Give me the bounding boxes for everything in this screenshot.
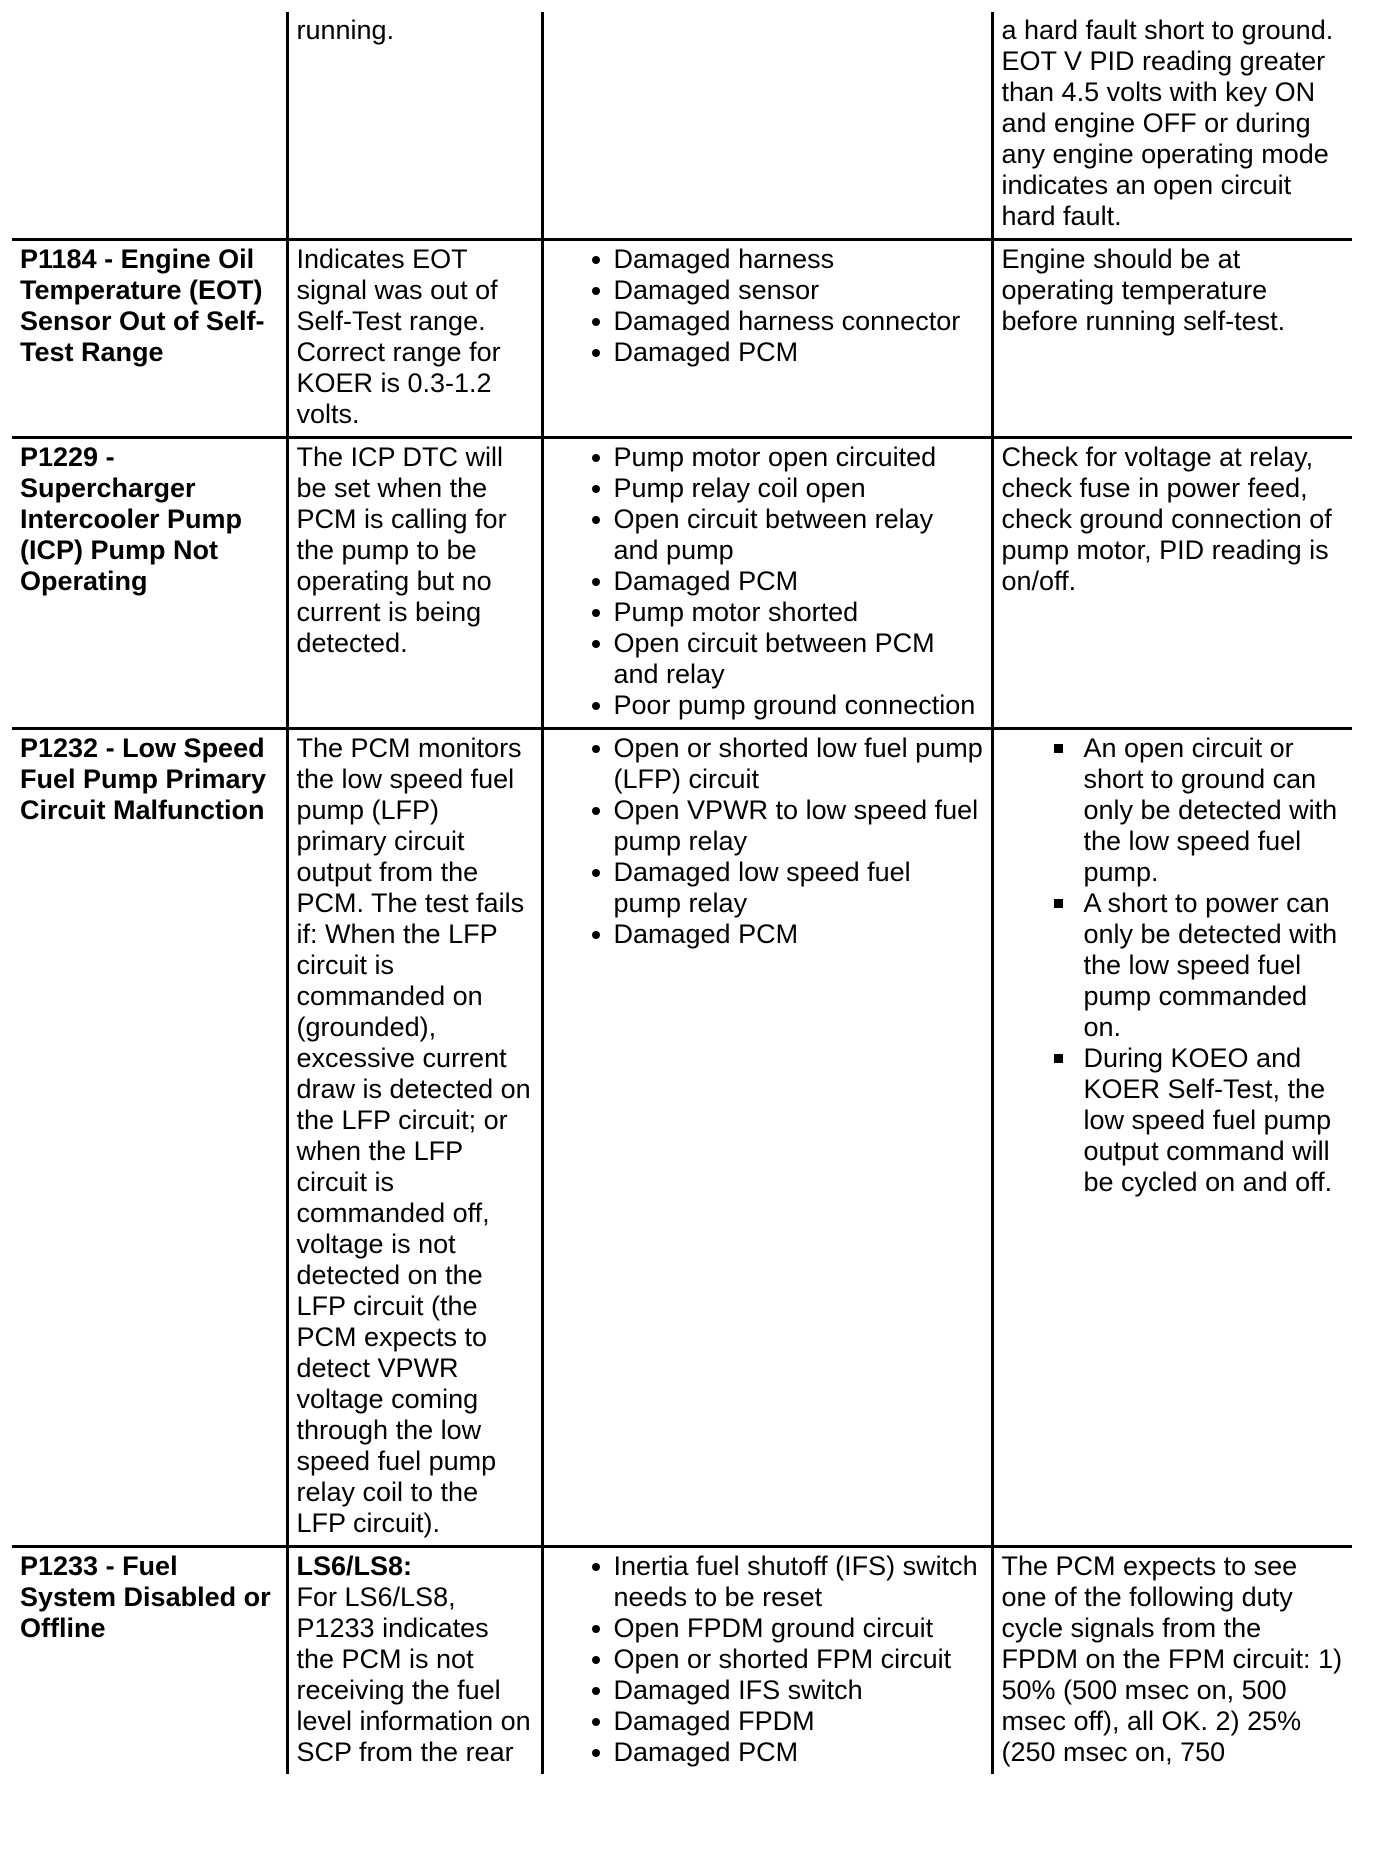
list-item: Damaged PCM — [592, 566, 984, 597]
list-item: An open circuit or short to ground can only be detected with the low speed fuel pump. — [1052, 733, 1346, 888]
description-cell — [287, 1547, 542, 1775]
list-item: Poor pump ground connection — [592, 690, 984, 721]
list-item: Damaged low speed fuel pump relay — [592, 857, 984, 919]
list-item: Open circuit between PCM and relay — [592, 628, 984, 690]
table-row — [12, 438, 1352, 729]
list-item: Damaged sensor — [592, 275, 984, 306]
list-item: Open or shorted FPM circuit — [592, 1644, 984, 1675]
causes-cell — [542, 12, 992, 240]
code-cell — [12, 240, 287, 438]
dtc-description: For LS6/LS8, P1233 indicates the PCM is not receiving the fuel level information on SCP from the rear — [296, 1582, 531, 1767]
list-item: Inertia fuel shutoff (IFS) switch needs to be reset — [592, 1551, 984, 1613]
description-cell — [287, 438, 542, 729]
list-item: Damaged PCM — [592, 1737, 984, 1768]
list-item: Damaged IFS switch — [592, 1675, 984, 1706]
list-item: Damaged FPDM — [592, 1706, 984, 1737]
table-row — [12, 729, 1352, 1547]
causes-cell — [542, 1547, 992, 1775]
dtc-code: P1184 - Engine Oil Temperature (EOT) Sensor Out of Self-Test Range — [20, 244, 265, 367]
code-cell — [12, 729, 287, 1547]
description-cell — [287, 729, 542, 1547]
list-item: A short to power can only be detected with the low speed fuel pump commanded on. — [1052, 888, 1346, 1043]
action-cell — [992, 240, 1352, 438]
dtc-action: Check for voltage at relay, check fuse in power feed, check ground connection of pump motor, PID reading is on/off. — [1001, 442, 1332, 596]
description-cell — [287, 12, 542, 240]
action-cell — [992, 12, 1352, 240]
list-item: Pump relay coil open — [592, 473, 984, 504]
action-cell — [992, 438, 1352, 729]
list-item: Open circuit between relay and pump — [592, 504, 984, 566]
action-cell — [992, 1547, 1352, 1775]
code-cell — [12, 12, 287, 240]
list-item: Damaged harness connector — [592, 306, 984, 337]
dtc-code: P1233 - Fuel System Disabled or Offline — [20, 1551, 271, 1643]
code-cell — [12, 1547, 287, 1775]
list-item: Open VPWR to low speed fuel pump relay — [592, 795, 984, 857]
causes-list — [552, 442, 984, 721]
dtc-description: running. — [296, 15, 395, 45]
list-item: Open or shorted low fuel pump (LFP) circuit — [592, 733, 984, 795]
dtc-table-page — [12, 12, 1352, 1774]
code-cell — [12, 438, 287, 729]
dtc-code: P1229 - Supercharger Intercooler Pump (ICP) Pump Not Operating — [20, 442, 243, 596]
dtc-action: a hard fault short to ground. EOT V PID reading greater than 4.5 volts with key ON and engine OFF or during any engine operating mode indicates an open circuit hard fault. — [1001, 15, 1334, 231]
dtc-code: P1232 - Low Speed Fuel Pump Primary Circuit Malfunction — [20, 733, 267, 825]
list-item: During KOEO and KOER Self-Test, the low speed fuel pump output command will be cycled on and off. — [1052, 1043, 1346, 1198]
causes-cell — [542, 729, 992, 1547]
causes-list — [552, 733, 984, 950]
table-row — [12, 240, 1352, 438]
list-item: Damaged PCM — [592, 337, 984, 368]
dtc-table — [12, 12, 1352, 1774]
list-item: Damaged harness — [592, 244, 984, 275]
dtc-description: Indicates EOT signal was out of Self-Test range. Correct range for KOER is 0.3-1.2 volts. — [296, 244, 501, 429]
table-row — [12, 12, 1352, 240]
table-row — [12, 1547, 1352, 1775]
dtc-action: Engine should be at operating temperature before running self-test. — [1001, 244, 1286, 336]
causes-list — [552, 1551, 984, 1768]
causes-cell — [542, 438, 992, 729]
dtc-description: The ICP DTC will be set when the PCM is calling for the pump to be operating but no current is being detected. — [296, 442, 507, 658]
dtc-description: The PCM monitors the low speed fuel pump (LFP) primary circuit output from the PCM. The test fails if: When the LFP circuit is commanded on (grounded), excessive current draw is detected on the LFP circuit; or when the LFP circuit is commanded off, voltage is not detected on the LFP circuit (the PCM expects to detect VPWR voltage coming through the low speed fuel pump relay coil to the LFP circuit). — [296, 733, 531, 1538]
description-cell — [287, 240, 542, 438]
dtc-action: The PCM expects to see one of the following duty cycle signals from the FPDM on the FPM circuit: 1) 50% (500 msec on, 500 msec off), all OK. 2) 25% (250 msec on, 750 — [1001, 1551, 1343, 1767]
list-item: Open FPDM ground circuit — [592, 1613, 984, 1644]
description-heading: LS6/LS8: — [296, 1551, 413, 1581]
action-notes-list — [1002, 733, 1346, 1198]
list-item: Pump motor shorted — [592, 597, 984, 628]
action-cell — [992, 729, 1352, 1547]
list-item: Damaged PCM — [592, 919, 984, 950]
causes-list — [552, 244, 984, 368]
causes-cell — [542, 240, 992, 438]
list-item: Pump motor open circuited — [592, 442, 984, 473]
